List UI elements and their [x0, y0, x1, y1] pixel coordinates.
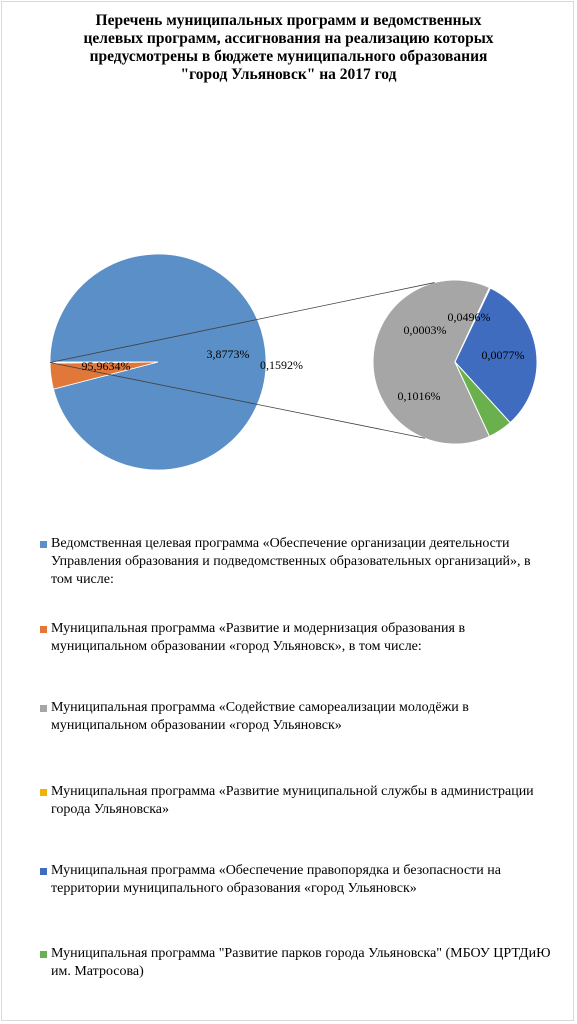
chart-title-line: "город Ульяновск" на 2017 год — [180, 66, 397, 83]
legend-swatch — [40, 789, 47, 796]
chart-title-line: Перечень муниципальных программ и ведомственных — [95, 12, 482, 29]
chart-title-line: целевых программ, ассигнования на реализацию которых — [83, 30, 494, 47]
legend-label: Муниципальная программа «Содействие самореализации молодёжи в муниципальном образовании «город Ульяновск» — [51, 700, 469, 733]
legend-item — [40, 783, 555, 819]
legend-label: Муниципальная программа "Развитие парков города Ульяновска" (МБОУ ЦРТДиЮ им. Матросова) — [51, 946, 551, 979]
legend-swatch — [40, 541, 47, 548]
legend-swatch — [40, 868, 47, 875]
legend-label: Муниципальная программа «Развитие муниципальной службы в администрации города Ульяновска» — [51, 784, 534, 817]
data-label: 0,0496% — [447, 310, 491, 324]
data-label: 0,0077% — [481, 348, 525, 362]
legend-swatch — [40, 626, 47, 633]
legend-item — [40, 620, 555, 656]
legend-swatch — [40, 951, 47, 958]
legend-label: Ведомственная целевая программа «Обеспечение организации деятельности Управления образования и подведомственных образовательных организаций», в том числе: — [51, 536, 531, 587]
legend-item — [40, 945, 555, 981]
legend-item — [40, 862, 555, 898]
data-label: 0,1592% — [260, 358, 303, 372]
chart-title-line: предусмотрены в бюджете муниципального образования — [89, 48, 488, 65]
legend-item — [40, 699, 555, 735]
data-label: 3,8773% — [206, 347, 250, 361]
data-label: 95,9634% — [81, 359, 131, 373]
legend-label: Муниципальная программа «Обеспечение правопорядка и безопасности на территории муниципального образования «город Ульяновск» — [51, 863, 501, 896]
data-label: 0,0003% — [403, 323, 447, 337]
data-label: 0,1016% — [397, 389, 441, 403]
legend-label: Муниципальная программа «Развитие и модернизация образования в муниципальном образовании «город Ульяновск», в том числе: — [51, 621, 466, 654]
legend-item — [40, 535, 555, 589]
legend-swatch — [40, 705, 47, 712]
